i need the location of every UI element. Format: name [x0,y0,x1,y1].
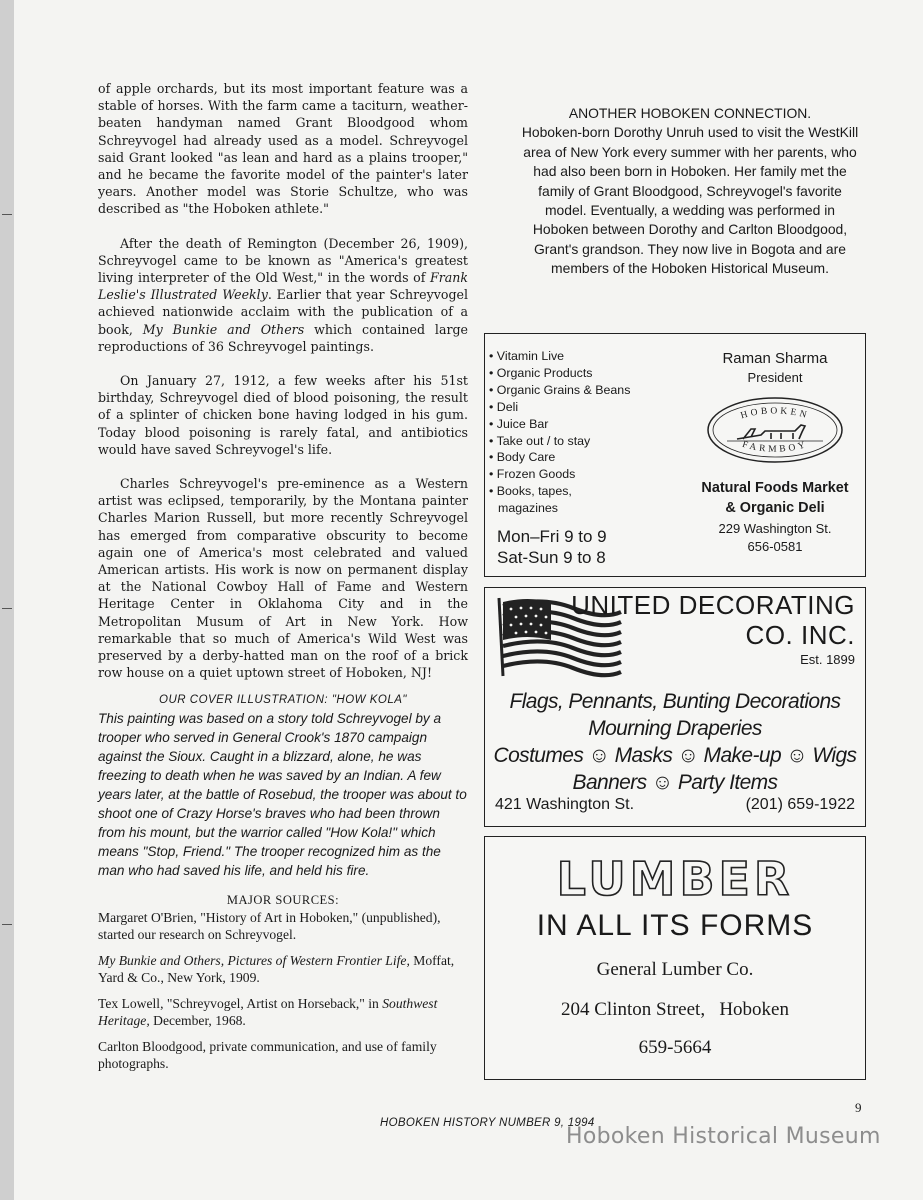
connection-text: Hoboken-born Dorothy Unruh used to visit the WestKill area of New York every summer with her parents, who had also been born in Hoboken. Her family met the family of Grant Bloodgood, Schreyvogel's favorite model. Eventually, a wedding was performed in Hoboken between Dorothy and Carlton Bloodgood, Grant's grandson. They now live in Bogota and are members of the Hoboken Historical Museum. [521,124,859,277]
service-line: Mourning Draperies [588,717,762,740]
margin-tick-mark [2,214,12,215]
list-item: • Juice Bar [489,416,674,433]
article-paragraph: After the death of Remington (December 26, 1909), Schreyvogel came to be known as "America's greatest living interpreter of the Old West," in the words of Frank Leslie's Illustrated Weekly. Earlier that year Schreyvogel achieved nationwide acclaim with the publication of a book, My Bunkie and Others which contained large reproductions of 36 Schreyvogel paintings. [98,235,468,354]
svg-text:FARMBOY [741,440,809,455]
list-item: • Books, tapes, [489,483,674,500]
list-item: • Body Care [489,449,674,466]
store-name [685,479,865,518]
logo-top-text: HOBOKEN [739,406,811,422]
source-entry: Tex Lowell, "Schreyvogel, Artist on Horseback," in Southwest Heritage, December, 1968. [98,995,438,1029]
contact-line [495,796,855,814]
farmboy-advertisement [484,333,866,577]
hoboken-connection-sidebar [520,104,860,279]
logo-bottom-text: FARMBOY [740,439,810,455]
cover-illustration-heading: OUR COVER ILLUSTRATION: "HOW KOLA" [159,693,407,706]
svg-text:HOBOKEN [740,406,811,421]
store-hours [497,526,607,568]
street-address: 421 Washington St. [495,796,635,813]
article-paragraph: of apple orchards, but its most important feature was a stable of horses. With the farm came a taciturn, weather-beaten handyman named Grant Bloodgood whom Schreyvogel had already used as a model. Schreyvogel said Grant looked "as lean and hard as a plains trooper," and he became the favorite model of the painter's later years. Another model was Storie Schultze, who was described as "the Hoboken athlete." [98,81,468,217]
farmboy-logo-icon [705,395,845,465]
phone-number: 656-0581 [747,539,803,554]
list-item: • Organic Grains & Beans [489,382,674,399]
service-line: Banners ☺ Party Items [572,771,778,794]
margin-tick-mark [2,924,12,925]
article-column [98,80,468,1081]
farm-contact [685,350,865,556]
major-sources-heading: MAJOR SOURCES: [226,892,340,907]
lumber-wordmark [540,855,810,901]
source-entry: My Bunkie and Others, Pictures of Western Frontier Life, Moffat, Yard & Co., New York, 1909. [98,952,455,986]
source-entry: Carlton Bloodgood, private communication, and use of family photographs. [98,1038,437,1072]
source-entry: Margaret O'Brien, "History of Art in Hoboken," (unpublished), started our research on Schreyvogel. [98,909,441,943]
connection-title: ANOTHER HOBOKEN CONNECTION. [568,105,812,121]
phone-number: 659-5664 [638,1037,712,1058]
company-name-line: CO. INC. [745,620,855,650]
store-name-line: Natural Foods Market [701,480,849,496]
store-name-line: & Organic Deli [725,499,825,516]
service-line: Flags, Pennants, Bunting Decorations [509,690,841,713]
street-address: 229 Washington St. [718,521,832,536]
united-decorating-advertisement [484,587,866,827]
page-footer: HOBOKEN HISTORY NUMBER 9, 1994 [380,1117,595,1129]
general-lumber-advertisement [484,836,866,1080]
list-item: • Organic Products [489,365,674,382]
page-edge-shadow [0,0,14,1200]
services-list [485,688,865,796]
street-address: 204 Clinton Street, Hoboken [561,999,789,1020]
list-item: • Vitamin Live [489,348,674,365]
phone-number: (201) 659-1922 [745,796,855,813]
article-paragraph: On January 27, 1912, a few weeks after his 51st birthday, Schreyvogel died of blood poisoning, the result of a splinter of chicken bone having lodged in his gum. Today blood poisoning is rarely fatal, and antibiotics would have saved Schreyvogel's life. [98,373,468,457]
established-year: Est. 1899 [800,652,855,667]
hours-weekday: Mon–Fri 9 to 9 [497,527,607,546]
product-list [489,348,674,517]
company-name [571,590,855,650]
list-item: • Deli [489,399,674,416]
list-item: • Take out / to stay [489,433,674,450]
owner-title: President [747,370,803,385]
list-item: magazines [498,501,558,516]
lumber-word: LUMBER [556,855,794,901]
margin-tick-mark [2,608,12,609]
list-item: • Frozen Goods [489,466,674,483]
page-number: 9 [855,1100,862,1115]
museum-watermark: Hoboken Historical Museum [566,1124,881,1149]
service-line: Costumes ☺ Masks ☺ Make-up ☺ Wigs [493,744,857,767]
company-name: General Lumber Co. [596,959,754,980]
company-name-line: UNITED DECORATING [571,590,855,620]
store-address [685,520,865,556]
hours-weekend: Sat-Sun 9 to 8 [497,548,606,567]
article-paragraph: Charles Schreyvogel's pre-eminence as a Western artist was eclipsed, temporarily, by the Montana painter Charles Marion Russell, but more recently Schreyvogel has emerged from comparative obscurity to become again one of America's most celebrated and valued American artists. His work is now on permanent display at the National Cowboy Hall of Fame and Western Heritage Center in Oklahoma City and in the Metropolitan Musum of Art in New York. How remarkable that so much of America's Wild West was preserved by a derby-hatted man on the roof of a brick row house on a quiet uptown street of Hoboken, NJ! [98,476,468,681]
owner-name: Raman Sharma [722,350,828,367]
cover-illustration-text: This painting was based on a story told Schreyvogel by a trooper who served in General Crook's 1870 campaign against the Sioux. Caught in a blizzard, alone, he was freezing to death when he was saved by an Indian. A few years later, at the battle of Rosebud, the trooper was about to shoot one of Crazy Horse's braves who had been thrown from his mount, but the warrior called "How Kola!" which means "Stop, Friend." The trooper recognized him as the man who had saved his life, and held his fire. [98,710,467,878]
lumber-tagline: IN ALL ITS FORMS [536,909,814,942]
